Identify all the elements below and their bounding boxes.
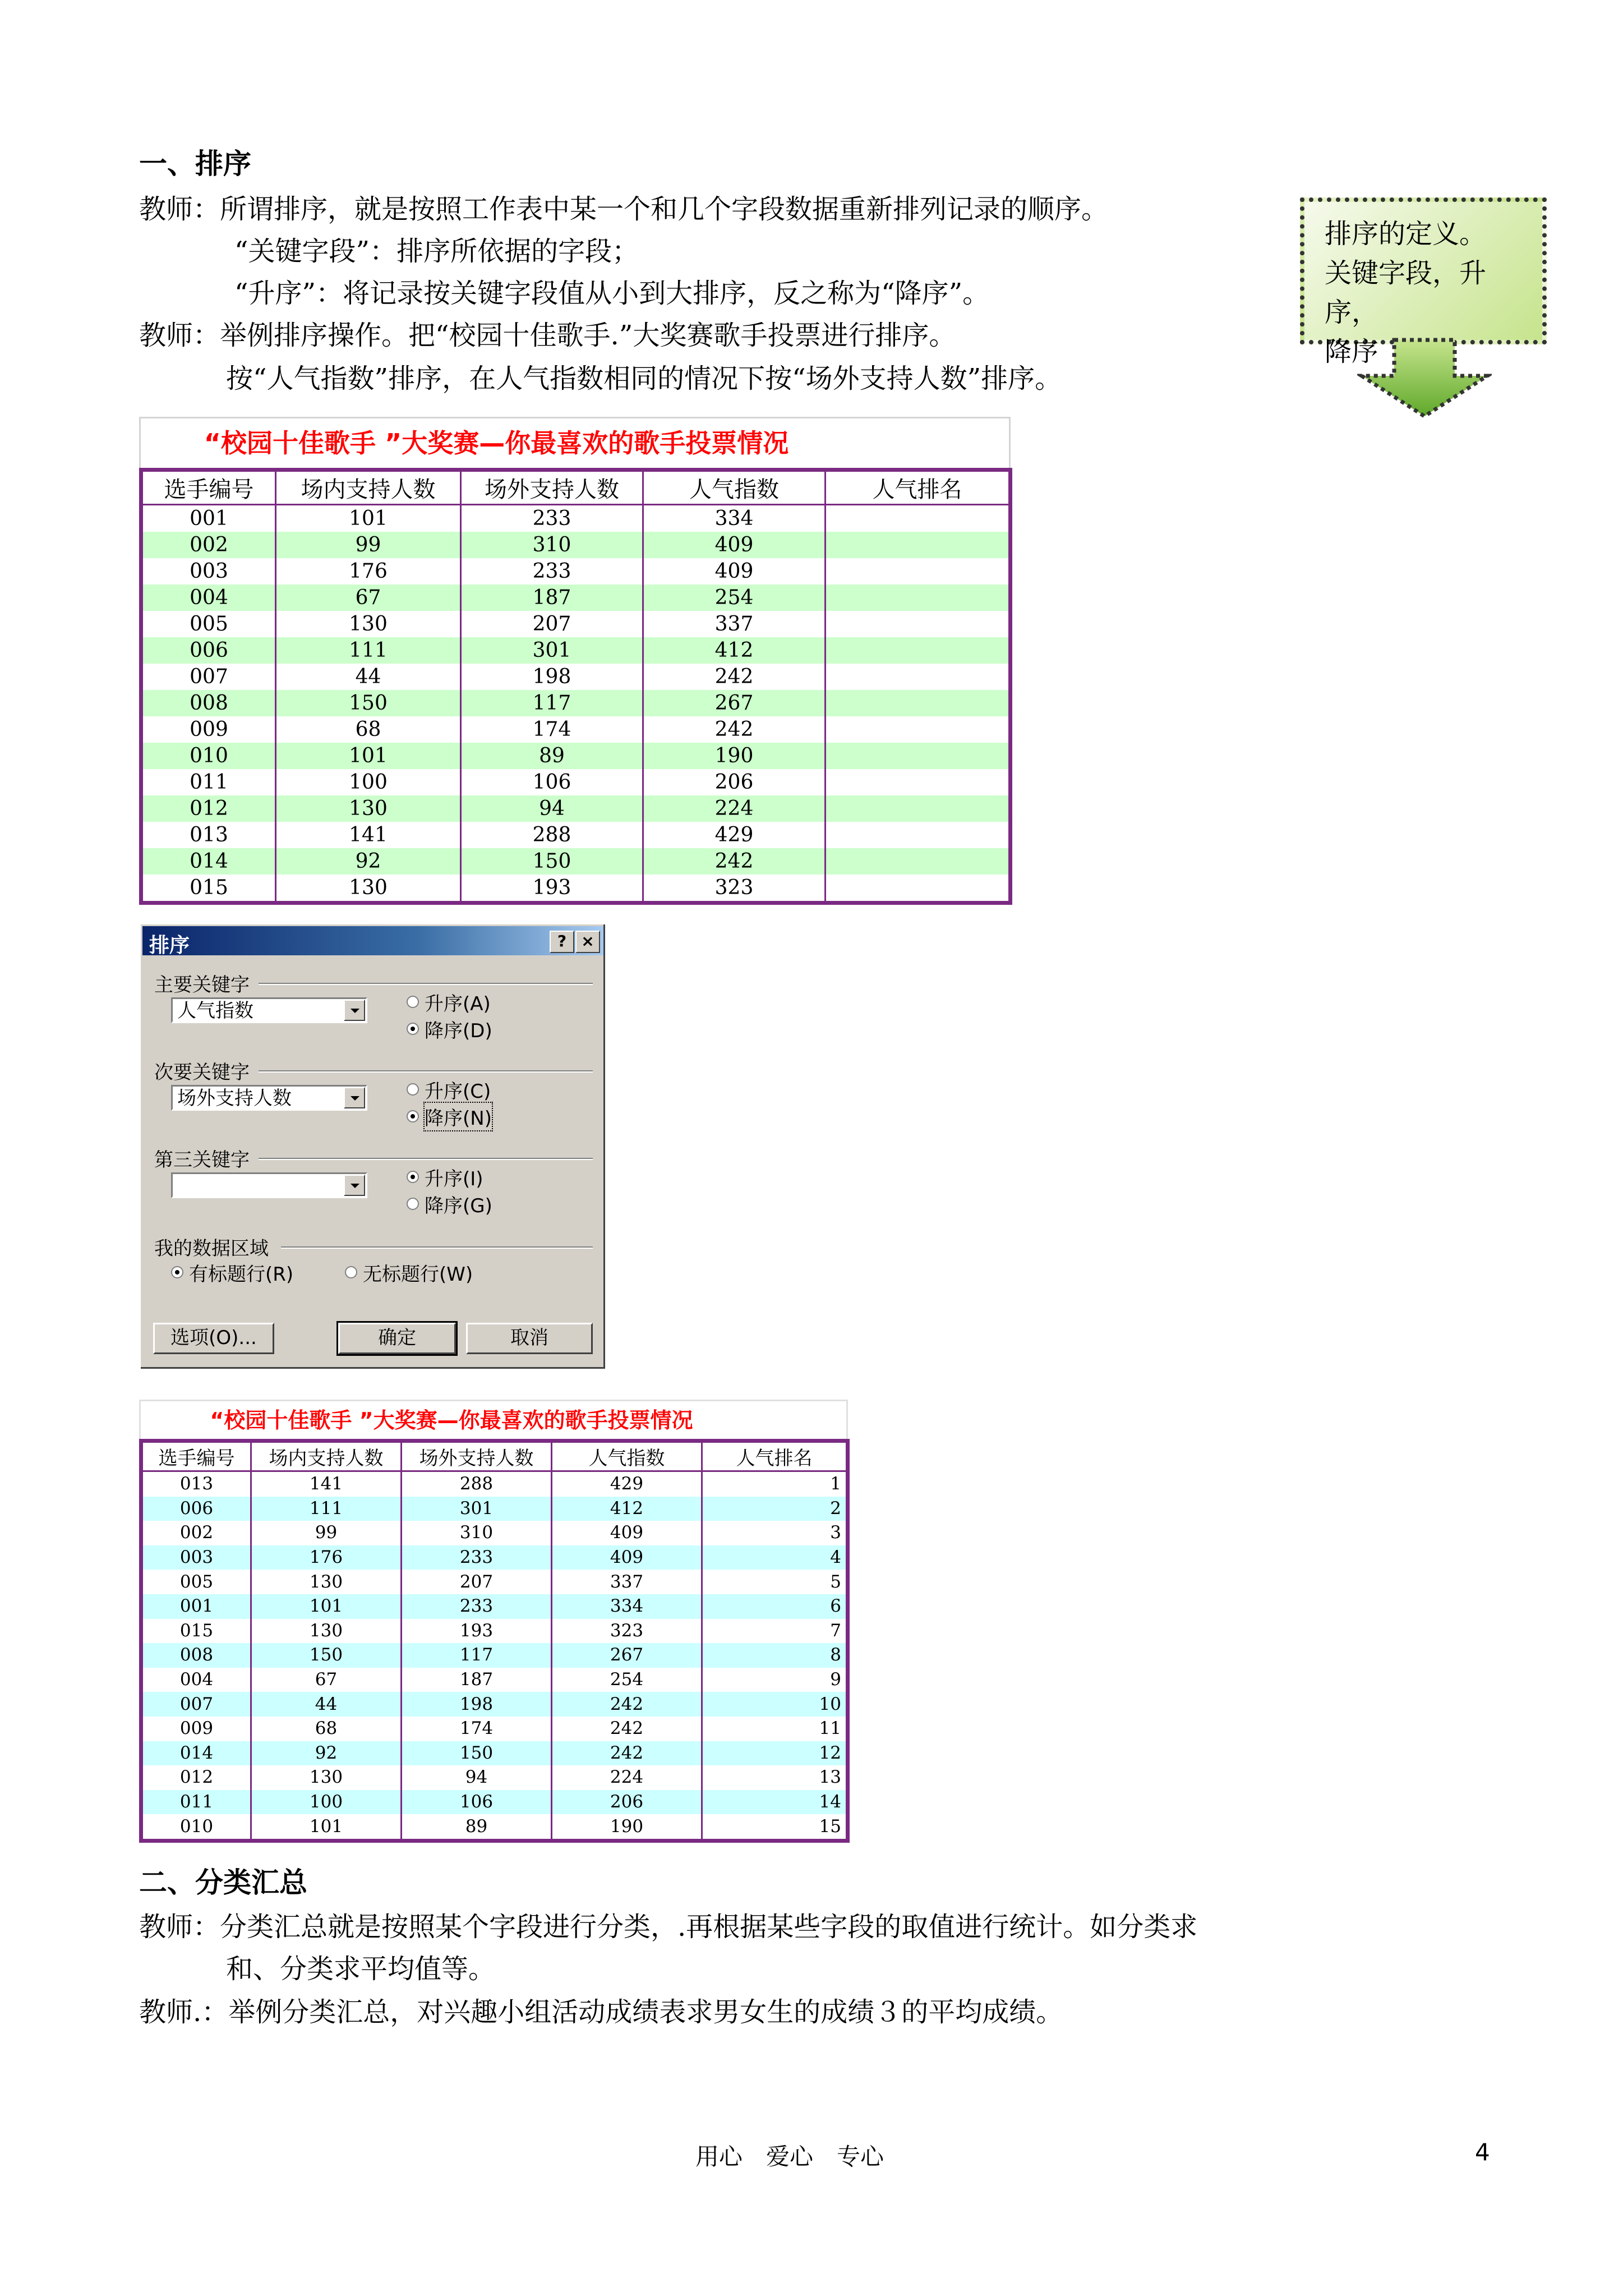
table-cell: 409 — [643, 532, 826, 558]
table-cell — [826, 532, 1011, 558]
table-cell: 206 — [643, 769, 826, 795]
table-cell: 130 — [276, 875, 461, 903]
callout-line: 关键字段，升序， — [1325, 257, 1487, 328]
table-cell: 67 — [276, 585, 461, 611]
table-cell: 009 — [141, 1717, 251, 1741]
cancel-button[interactable]: 取消 — [466, 1323, 593, 1354]
table-cell: 301 — [402, 1497, 552, 1521]
dialog-title: 排序 — [149, 934, 190, 957]
table-cell: 174 — [402, 1717, 552, 1741]
column-header: 场外支持人数 — [461, 470, 643, 505]
table-cell: 150 — [461, 848, 643, 875]
third-key-label: 第三关键字 — [154, 1149, 250, 1171]
table-cell: 15 — [702, 1814, 848, 1841]
table-cell: 429 — [643, 822, 826, 848]
primary-asc-radio[interactable]: 升序(A) — [407, 991, 491, 1013]
close-button[interactable]: × — [575, 931, 600, 953]
table-cell: 010 — [141, 1814, 251, 1841]
table-row — [141, 795, 1011, 822]
dialog-titlebar — [142, 926, 603, 955]
table-cell — [826, 611, 1011, 637]
page-number: 4 — [1475, 2138, 1490, 2166]
table-cell: 92 — [251, 1741, 402, 1766]
table-cell: 334 — [552, 1594, 702, 1619]
sheet-title: “校园十佳歌手 ”大奖赛—你最喜欢的歌手投票情况 — [210, 1408, 693, 1433]
paragraph-line: “升序”：将记录按关键字段值从小到大排序，反之称为“降序”。 — [234, 278, 990, 309]
third-asc-radio[interactable]: 升序(I) — [407, 1166, 483, 1188]
table-cell: 187 — [402, 1668, 552, 1692]
table-cell: 008 — [141, 690, 276, 716]
table-cell: 206 — [552, 1790, 702, 1815]
table-cell — [826, 505, 1011, 532]
table-cell: 005 — [141, 1570, 251, 1594]
table-row — [141, 1643, 848, 1668]
table-cell: 004 — [141, 1668, 251, 1692]
table-cell: 10 — [702, 1692, 848, 1717]
table-cell: 267 — [552, 1643, 702, 1668]
table-cell: 002 — [141, 1521, 251, 1545]
table-cell — [826, 743, 1011, 769]
column-header: 场内支持人数 — [276, 470, 461, 505]
table-cell — [826, 769, 1011, 795]
table-cell: 67 — [251, 1668, 402, 1692]
table-cell: 015 — [141, 875, 276, 903]
table-cell: 141 — [251, 1471, 402, 1497]
table-cell: 187 — [461, 585, 643, 611]
callout-line: 降序 — [1325, 336, 1379, 367]
table-cell: 288 — [402, 1471, 552, 1497]
table-cell: 176 — [251, 1545, 402, 1570]
primary-key-label: 主要关键字 — [154, 974, 250, 996]
table-cell: 193 — [402, 1619, 552, 1644]
table-body — [141, 1471, 848, 1841]
table-cell: 011 — [141, 769, 276, 795]
table-cell: 130 — [276, 611, 461, 637]
table-cell — [826, 716, 1011, 743]
table-cell: 8 — [702, 1643, 848, 1668]
table-cell: 015 — [141, 1619, 251, 1644]
table-cell: 101 — [276, 505, 461, 532]
table-cell: 012 — [141, 795, 276, 822]
down-arrow-icon — [1357, 337, 1492, 421]
table-cell: 267 — [643, 690, 826, 716]
table-cell — [826, 558, 1011, 585]
table-cell: 13 — [702, 1765, 848, 1790]
table-row — [141, 1594, 848, 1619]
table-cell: 007 — [141, 1692, 251, 1717]
table-cell: 003 — [141, 558, 276, 585]
table-row — [141, 1741, 848, 1766]
chevron-down-icon[interactable] — [344, 1000, 365, 1021]
table-row — [141, 1545, 848, 1570]
group-divider — [259, 1070, 593, 1073]
table-cell: 99 — [276, 532, 461, 558]
table-row — [141, 848, 1011, 875]
table-cell: 193 — [461, 875, 643, 903]
table-cell — [826, 585, 1011, 611]
table-cell: 11 — [702, 1717, 848, 1741]
table-row — [141, 1814, 848, 1841]
table-cell: 68 — [251, 1717, 402, 1741]
table-cell: 111 — [276, 637, 461, 664]
table-row — [141, 1790, 848, 1815]
table-cell: 14 — [702, 1790, 848, 1815]
table-row — [141, 664, 1011, 690]
group-divider — [259, 1158, 593, 1160]
table-cell: 013 — [141, 822, 276, 848]
table-row — [141, 1570, 848, 1594]
table-row — [141, 505, 1011, 532]
sheet-title-box — [139, 1400, 848, 1439]
primary-key-value: 人气指数 — [177, 1000, 253, 1022]
section1-heading: 一、排序 — [139, 148, 251, 180]
table-cell: 198 — [461, 664, 643, 690]
table-cell: 006 — [141, 637, 276, 664]
table-row — [141, 769, 1011, 795]
table-cell: 337 — [643, 611, 826, 637]
table-cell: 412 — [552, 1497, 702, 1521]
column-header: 人气排名 — [702, 1441, 848, 1471]
table-cell: 4 — [702, 1545, 848, 1570]
table-cell: 006 — [141, 1497, 251, 1521]
paragraph-line: 教师：举例排序操作。把“校园十佳歌手.”大奖赛歌手投票进行排序。 — [139, 320, 956, 351]
no-header-radio[interactable]: 无标题行(W) — [345, 1261, 473, 1283]
secondary-key-label: 次要关键字 — [154, 1061, 250, 1084]
paragraph-line: “关键字段”：排序所依据的字段； — [234, 236, 639, 267]
table-cell: 130 — [276, 795, 461, 822]
table-cell: 190 — [552, 1814, 702, 1841]
table-row — [141, 585, 1011, 611]
table-cell: 141 — [276, 822, 461, 848]
table-cell: 014 — [141, 1741, 251, 1766]
table-cell: 130 — [251, 1765, 402, 1790]
ok-button[interactable]: 确定 — [338, 1323, 456, 1354]
group-divider — [259, 983, 593, 985]
table-cell: 100 — [251, 1790, 402, 1815]
table-cell: 429 — [552, 1471, 702, 1497]
table-cell: 174 — [461, 716, 643, 743]
table-cell: 89 — [402, 1814, 552, 1841]
table-cell: 94 — [402, 1765, 552, 1790]
table-cell: 233 — [461, 505, 643, 532]
sheet-title-box — [139, 417, 1011, 468]
paragraph-line: 和、分类求平均值等。 — [226, 1953, 496, 1985]
vote-table-unsorted — [139, 468, 1012, 905]
third-desc-radio[interactable]: 降序(G) — [407, 1193, 492, 1215]
third-key-select[interactable] — [171, 1172, 367, 1198]
table-body — [141, 505, 1011, 903]
table-cell: 224 — [552, 1765, 702, 1790]
table-cell: 150 — [251, 1643, 402, 1668]
paragraph-line: 教师：分类汇总就是按照某个字段进行分类，.再根据某些字段的取值进行统计。如分类求 — [139, 1911, 1198, 1943]
column-header: 选手编号 — [141, 1441, 251, 1471]
table-cell: 190 — [643, 743, 826, 769]
table-cell: 004 — [141, 585, 276, 611]
table-row — [141, 1765, 848, 1790]
table-cell: 94 — [461, 795, 643, 822]
table-cell: 001 — [141, 1594, 251, 1619]
table-row — [141, 1471, 848, 1497]
data-range-label: 我的数据区域 — [154, 1237, 269, 1260]
table-cell: 150 — [276, 690, 461, 716]
table-cell: 117 — [402, 1643, 552, 1668]
table-cell: 7 — [702, 1619, 848, 1644]
footer-motto: 用心 爱心 专心 — [695, 2143, 884, 2170]
table-cell — [826, 664, 1011, 690]
table-cell: 111 — [251, 1497, 402, 1521]
table-cell: 2 — [702, 1497, 848, 1521]
column-header: 人气指数 — [552, 1441, 702, 1471]
table-cell: 6 — [702, 1594, 848, 1619]
group-divider — [281, 1246, 593, 1249]
table-cell: 44 — [276, 664, 461, 690]
table-cell: 68 — [276, 716, 461, 743]
secondary-desc-radio[interactable]: 降序(N) — [407, 1105, 492, 1128]
table-cell: 101 — [251, 1594, 402, 1619]
secondary-asc-radio[interactable]: 升序(C) — [407, 1078, 491, 1101]
table-cell: 224 — [643, 795, 826, 822]
table-cell: 002 — [141, 532, 276, 558]
table-cell: 5 — [702, 1570, 848, 1594]
table-cell: 207 — [402, 1570, 552, 1594]
table-cell: 010 — [141, 743, 276, 769]
table-cell: 310 — [461, 532, 643, 558]
table-cell: 1 — [702, 1471, 848, 1497]
table-cell: 310 — [402, 1521, 552, 1545]
table-row — [141, 1619, 848, 1644]
column-header: 人气指数 — [643, 470, 826, 505]
table-row — [141, 1668, 848, 1692]
table-row — [141, 637, 1011, 664]
table-cell: 9 — [702, 1668, 848, 1692]
primary-desc-radio[interactable]: 降序(D) — [407, 1018, 492, 1040]
column-header: 场内支持人数 — [251, 1441, 402, 1471]
table-row — [141, 822, 1011, 848]
table-cell: 106 — [461, 769, 643, 795]
table-cell: 99 — [251, 1521, 402, 1545]
table-cell: 150 — [402, 1741, 552, 1766]
paragraph-line: 教师：所谓排序，就是按照工作表中某一个和几个字段数据重新排列记录的顺序。 — [139, 194, 1109, 225]
table-cell: 412 — [643, 637, 826, 664]
sort-dialog — [139, 923, 607, 1370]
table-row — [141, 1692, 848, 1717]
table-cell: 233 — [402, 1594, 552, 1619]
callout-line: 排序的定义。 — [1325, 218, 1487, 250]
table-cell — [826, 637, 1011, 664]
table-row — [141, 558, 1011, 585]
column-header: 人气排名 — [826, 470, 1011, 505]
table-cell — [826, 690, 1011, 716]
table-cell: 242 — [552, 1717, 702, 1741]
table-cell: 009 — [141, 716, 276, 743]
table-cell: 323 — [552, 1619, 702, 1644]
table-row — [141, 690, 1011, 716]
table-cell — [826, 875, 1011, 903]
vote-table-sorted — [139, 1439, 850, 1843]
table-cell: 12 — [702, 1741, 848, 1766]
help-button[interactable]: ? — [550, 931, 574, 953]
sheet-title: “校园十佳歌手 ”大奖赛—你最喜欢的歌手投票情况 — [204, 428, 789, 458]
has-header-radio[interactable]: 有标题行(R) — [171, 1261, 293, 1283]
secondary-key-select[interactable] — [171, 1085, 367, 1111]
table-cell: 254 — [643, 585, 826, 611]
table-cell: 001 — [141, 505, 276, 532]
table-cell: 207 — [461, 611, 643, 637]
table-row — [141, 743, 1011, 769]
chevron-down-icon[interactable] — [344, 1175, 365, 1196]
table-cell: 117 — [461, 690, 643, 716]
callout-box — [1300, 197, 1547, 367]
section2-heading: 二、分类汇总 — [139, 1866, 307, 1899]
paragraph-line: 教师.：举例分类汇总，对兴趣小组活动成绩表求男女生的成绩３的平均成绩。 — [139, 1996, 1063, 2028]
table-row — [141, 875, 1011, 903]
table-cell: 334 — [643, 505, 826, 532]
table-row — [141, 716, 1011, 743]
table-cell: 242 — [643, 848, 826, 875]
table-cell: 007 — [141, 664, 276, 690]
table-cell: 005 — [141, 611, 276, 637]
table-cell: 409 — [552, 1545, 702, 1570]
table-cell: 130 — [251, 1570, 402, 1594]
column-header: 选手编号 — [141, 470, 276, 505]
table-cell — [826, 848, 1011, 875]
table-cell: 013 — [141, 1471, 251, 1497]
table-cell: 89 — [461, 743, 643, 769]
chevron-down-icon[interactable] — [344, 1087, 365, 1108]
table-cell — [826, 822, 1011, 848]
table-cell: 130 — [251, 1619, 402, 1644]
options-button[interactable]: 选项(O)... — [153, 1323, 274, 1354]
table-cell: 233 — [461, 558, 643, 585]
table-cell: 44 — [251, 1692, 402, 1717]
table-cell: 301 — [461, 637, 643, 664]
table-cell: 101 — [251, 1814, 402, 1841]
table-cell: 323 — [643, 875, 826, 903]
table-cell: 254 — [552, 1668, 702, 1692]
table-cell: 101 — [276, 743, 461, 769]
table-cell: 337 — [552, 1570, 702, 1594]
table-row — [141, 1717, 848, 1741]
table-cell: 242 — [643, 664, 826, 690]
table-row — [141, 1521, 848, 1545]
table-row — [141, 611, 1011, 637]
table-cell: 014 — [141, 848, 276, 875]
paragraph-line: 按“人气指数”排序，在人气指数相同的情况下按“场外支持人数”排序。 — [226, 363, 1062, 394]
table-cell: 242 — [552, 1741, 702, 1766]
table-cell: 233 — [402, 1545, 552, 1570]
secondary-key-value: 场外支持人数 — [177, 1087, 292, 1110]
table-cell: 012 — [141, 1765, 251, 1790]
table-cell: 003 — [141, 1545, 251, 1570]
table-cell: 008 — [141, 1643, 251, 1668]
table-cell: 409 — [552, 1521, 702, 1545]
table-cell: 288 — [461, 822, 643, 848]
table-row — [141, 1497, 848, 1521]
primary-key-select[interactable] — [171, 997, 367, 1023]
table-cell: 100 — [276, 769, 461, 795]
column-header: 场外支持人数 — [402, 1441, 552, 1471]
table-cell: 409 — [643, 558, 826, 585]
table-cell: 242 — [643, 716, 826, 743]
table-cell: 3 — [702, 1521, 848, 1545]
table-cell: 106 — [402, 1790, 552, 1815]
table-cell: 011 — [141, 1790, 251, 1815]
table-cell: 198 — [402, 1692, 552, 1717]
table-row — [141, 532, 1011, 558]
table-cell: 242 — [552, 1692, 702, 1717]
table-cell — [826, 795, 1011, 822]
table-cell: 176 — [276, 558, 461, 585]
table-cell: 92 — [276, 848, 461, 875]
